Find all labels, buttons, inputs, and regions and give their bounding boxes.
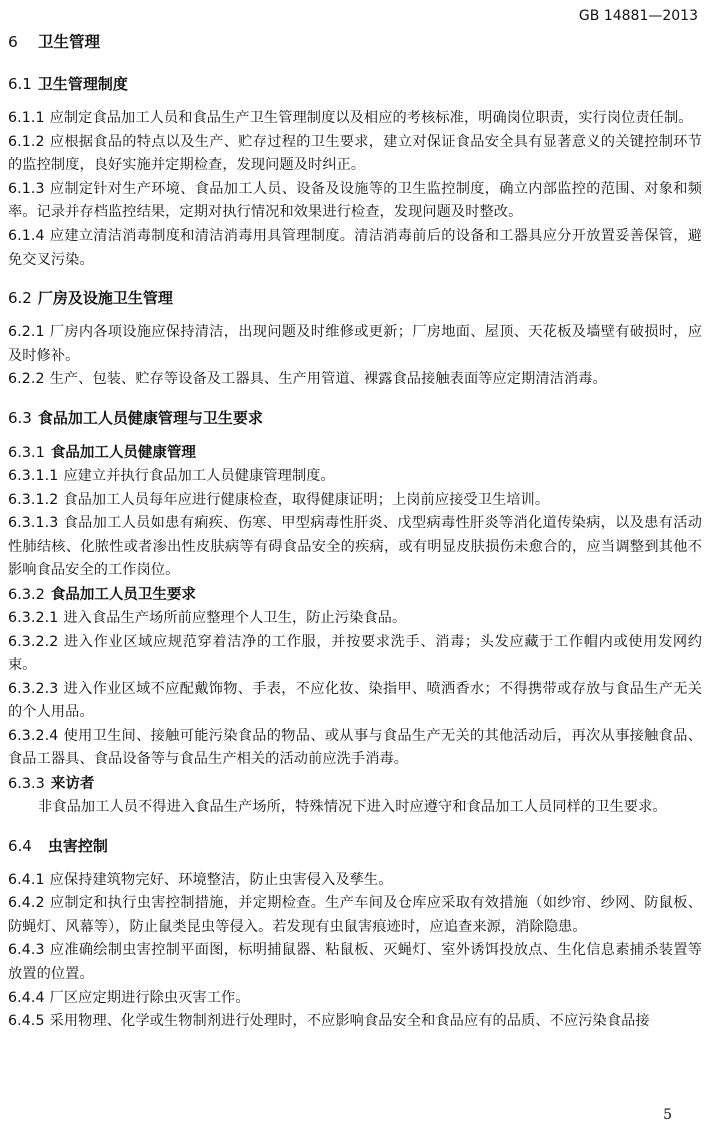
standard-code: GB 14881—2013	[578, 8, 698, 24]
heading-6-3-1: 6.3.1 食品加工人员健康管理	[8, 444, 196, 461]
clause-6-3-2-4: 6.3.2.4 使用卫生间、接触可能污染食品的物品、或从事与食品生产无关的其他活动后，再次从事接触食品、食品工器具、食品设备等与食品生产相关的活动前应洗手消毒。	[8, 727, 702, 768]
clause-6-4-5: 6.4.5 采用物理、化学或生物制剂进行处理时，不应影响食品安全和食品应有的品质、不应污染食品接	[8, 1013, 650, 1030]
section-number: 6	[8, 33, 18, 51]
heading-6-3-3: 6.3.3 来访者	[8, 776, 95, 793]
clause-6-4-4: 6.4.4 厂区应定期进行除虫灭害工作。	[8, 989, 250, 1006]
clause-6-1-2: 6.1.2 应根据食品的特点以及生产、贮存过程的卫生要求，建立对保证食品安全具有显著意义的关键控制环节的监控制度，良好实施并定期检查，发现问题及时纠正。	[8, 133, 702, 174]
heading-6-3-2: 6.3.2 食品加工人员卫生要求	[8, 586, 196, 603]
clause-6-3-2-2: 6.3.2.2 进入作业区域应规范穿着洁净的工作服，并按要求洗手、消毒；头发应藏于工作帽内或使用发网约束。	[8, 633, 702, 674]
subsection-heading-6-1: 6.1 卫生管理制度	[8, 75, 128, 93]
clause-6-3-1-3: 6.3.1.3 食品加工人员如患有痢疾、伤寒、甲型病毒性肝炎、戊型病毒性肝炎等消化道传染病，以及患有活动性肺结核、化脓性或者渗出性皮肤病等有碍食品安全的疾病，或有明显皮肤损伤未愈合的，应当调整到其他不影响食品安全的工作岗位。	[8, 515, 702, 579]
document-body	[8, 30, 702, 1034]
subsection-heading-6-3: 6.3 食品加工人员健康管理与卫生要求	[8, 408, 263, 427]
page-number: 5	[663, 1107, 672, 1123]
clause-6-3-1-1: 6.3.1.1 应建立并执行食品加工人员健康管理制度。	[8, 467, 335, 484]
clause-6-4-2: 6.4.2 应制定和执行虫害控制措施，并定期检查。生产车间及仓库应采取有效措施（如纱帘、纱网、防鼠板、防蝇灯、风幕等），防止鼠类昆虫等侵入。若发现有虫鼠害痕迹时，应追查来源，消除隐患。	[8, 895, 702, 935]
subsection-heading-6-2: 6.2 厂房及设施卫生管理	[8, 289, 173, 308]
clause-6-4-3: 6.4.3 应准确绘制虫害控制平面图，标明捕鼠器、粘鼠板、灭蝇灯、室外诱饵投放点、生化信息素捕杀装置等放置的位置。	[8, 942, 702, 983]
clause-6-4-1: 6.4.1 应保持建筑物完好、环境整洁，防止虫害侵入及孳生。	[8, 871, 393, 888]
section-heading	[8, 30, 702, 54]
clause-6-1-1: 6.1.1 应制定食品加工人员和食品生产卫生管理制度以及相应的考核标准，明确岗位职责，实行岗位责任制。	[8, 110, 693, 126]
clause-6-3-2-3: 6.3.2.3 进入作业区域不应配戴饰物、手表，不应化妆、染指甲、喷洒香水；不得携带或存放与食品生产无关的个人用品。	[8, 680, 702, 721]
clause-6-2-1: 6.2.1 厂房内各项设施应保持清洁，出现问题及时维修或更新；厂房地面、屋顶、天花板及墙壁有破损时，应及时修补。	[8, 324, 702, 364]
clause-6-3-1-2: 6.3.1.2 食品加工人员每年应进行健康检查，取得健康证明；上岗前应接受卫生培训。	[8, 491, 550, 508]
clause-6-3-2-1: 6.3.2.1 进入食品生产场所前应整理个人卫生，防止污染食品。	[8, 609, 407, 626]
clause-6-3-3-text: 非食品加工人员不得进入食品生产场所，特殊情况下进入时应遵守和食品加工人员同样的卫生要求。	[38, 799, 667, 816]
clause-6-1-3: 6.1.3 应制定针对生产环境、食品加工人员、设备及设施等的卫生监控制度，确立内部监控的范围、对象和频率。记录并存档监控结果，定期对执行情况和效果进行检查，发现问题及时整改。	[8, 180, 702, 221]
section-title: 卫生管理	[38, 33, 101, 51]
subsection-heading-6-4: 6.4 虫害控制	[8, 836, 108, 855]
clause-6-1-4: 6.1.4 应建立清洁消毒制度和清洁消毒用具管理制度。清洁消毒前后的设备和工器具应分开放置妥善保管，避免交叉污染。	[8, 227, 702, 268]
clause-6-2-2: 6.2.2 生产、包装、贮存等设备及工器具、生产用管道、裸露食品接触表面等应定期清洁消毒。	[8, 371, 607, 388]
